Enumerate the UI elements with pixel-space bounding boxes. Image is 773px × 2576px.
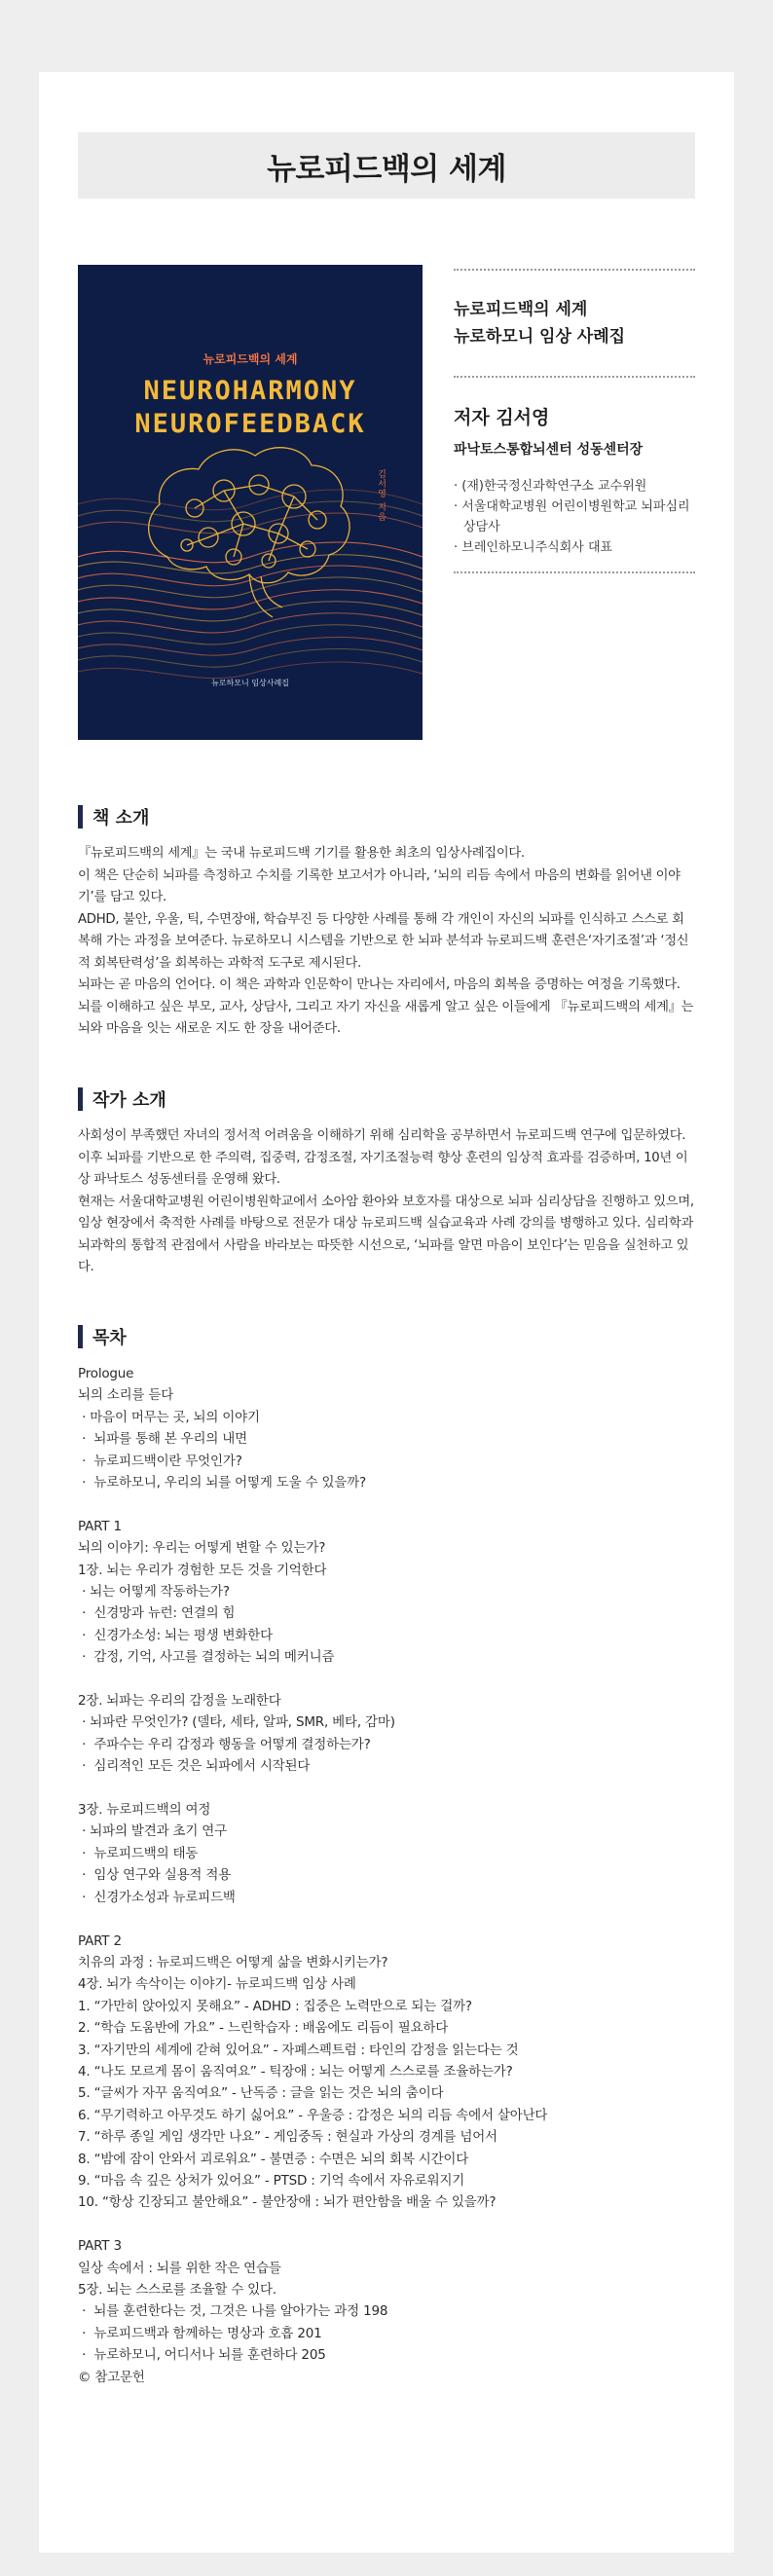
credential-item: · (재)한국정신과학연구소 교수위원 [454,479,647,494]
toc-spacer [78,1669,695,1690]
credential-item: · 서울대학교병원 어린이병원학교 뇌파심리상담사 [454,499,690,534]
toc-line: PART 2 [78,1932,122,1949]
paragraph-line: 현재는 서울대학교병원 어린이병원학교에서 소아암 환아와 보호자를 대상으로 뇌파 심리상담을 진행하고 있으며, 임상 현장에서 축적한 사례를 바탕으로 전문가 대상 뉴로피드백 실습교육과 사례 강의를 병행하고 있다. 심리학과 뇌과학의 통합적 관점에서 사람을 바라보는 따뜻한 시선으로, ‘뇌파를 알면 마음이 보인다’는 믿음을 실천하고 있다. [78,1194,694,1274]
toc-line: · 감정, 기억, 사고를 결정하는 뇌의 메커니즘 [78,1649,335,1666]
cover-title-line2: NEUROFEEDBACK [134,409,366,439]
toc-spacer [78,1493,695,1515]
toc-line: · 뇌파란 무엇인가? (델타, 세타, 알파, SMR, 베타, 감마) [78,1714,395,1731]
credential-item: · 브레인하모니주식회사 대표 [454,540,613,555]
toc-line: · 뉴로하모니, 우리의 뇌를 어떻게 도울 수 있을까? [78,1475,366,1491]
toc-line: 7. “하루 종일 게임 생각만 나요” - 게임중독 : 현실과 가상의 경계를 넘어서 [78,2129,497,2146]
toc-line: 3장. 뉴로피드백의 여정 [78,1802,211,1819]
book-info [454,265,695,573]
toc-line: · 신경가소성: 뇌는 평생 변화한다 [78,1627,273,1643]
author-credentials [454,476,695,558]
paragraph-line: 『뉴로피드백의 세계』는 국내 뉴로피드백 기기를 활용한 최초의 임상사례집이다. [78,846,525,861]
toc-spacer [78,2214,695,2235]
paragraph-line: 사회성이 부족했던 자녀의 정서적 어려움을 이해하기 위해 심리학을 공부하면서 뉴로피드백 연구에 입문하였다. 이후 뇌파를 기반으로 한 주의력, 집중력, 감정조절, 자기조절능력 향상 훈련의 임상적 효과를 검증하며, 10년 이상 파낙토스 성동센터를 운영해 왔다. [78,1128,688,1187]
toc-line: 9. “마음 속 깊은 상처가 있어요” - PTSD : 기억 속에서 자유로워지기 [78,2172,465,2189]
book-intro-heading: 책 소개 [78,804,149,829]
toc-line: · 심리적인 모든 것은 뇌파에서 시작된다 [78,1758,311,1775]
toc-line: · 마음이 머무는 곳, 뇌의 이야기 [78,1409,260,1425]
toc-line: · 뇌파의 발견과 초기 연구 [78,1823,227,1840]
table-of-contents [78,1363,695,2388]
toc-line: 4. “나도 모르게 몸이 움직여요” - 틱장애 : 뇌는 어떻게 스스로를 조율하는가? [78,2063,513,2079]
cover-title-line1: NEUROHARMONY [143,376,357,406]
page-title: 뉴로피드백의 세계 [267,151,506,187]
info-title-line2: 뉴로하모니 임상 사례집 [454,327,626,347]
paragraph-line: 이 책은 단순히 뇌파를 측정하고 수치를 기록한 보고서가 아니라, ‘뇌의 리듬 속에서 마음의 변화를 읽어낸 이야기’를 담고 있다. [78,867,681,904]
toc-line: · 뇌는 어떻게 작동하는가? [78,1584,230,1601]
toc-line: 5. “글씨가 자꾸 움직여요” - 난독증 : 글을 읽는 것은 뇌의 춤이다 [78,2085,444,2102]
cover-subtitle: 뉴로하모니 임상사례집 [211,679,289,687]
toc-line: 일상 속에서 : 뇌를 위한 작은 연습들 [78,2260,281,2276]
toc-line: 1. “가만히 앉아있지 못해요” - ADHD : 집중은 노력만으로 되는 걸까? [78,1998,472,2014]
toc-spacer [78,1908,695,1930]
toc-line: · 임상 연구와 실용적 적용 [78,1867,232,1884]
toc-line: · 뉴로하모니, 어디서나 뇌를 훈련하다 205 [78,2347,326,2364]
toc-line: © 참고문헌 [78,2369,145,2385]
toc-line: · 뇌를 훈련한다는 것, 그것은 나를 알아가는 과정 198 [78,2303,388,2320]
page-sheet [39,72,734,2553]
dotted-divider [454,376,695,378]
toc-line: 2장. 뇌파는 우리의 감정을 노래한다 [78,1693,281,1710]
toc-line: 뇌의 이야기: 우리는 어떻게 변할 수 있는가? [78,1540,326,1557]
cover-author: 김서영 지음 [376,469,386,522]
toc-heading: 목차 [78,1324,127,1349]
cover-small-title: 뉴로피드백의 세계 [202,352,298,366]
toc-line: 3. “자기만의 세계에 갇혀 있어요” - 자폐스펙트럼 : 타인의 감정을 읽는다는 것 [78,2042,519,2058]
toc-line: 4장. 뇌가 속삭이는 이야기- 뉴로피드백 임상 사례 [78,1976,356,1993]
title-bar [78,132,695,199]
toc-line: · 뉴로피드백과 함께하는 명상과 호흡 201 [78,2325,322,2341]
toc-line: · 신경망과 뉴런: 연결의 힘 [78,1605,236,1622]
info-title-line1: 뉴로피드백의 세계 [454,300,588,319]
toc-line: PART 1 [78,1518,122,1534]
author-intro-text [78,1125,695,1279]
toc-line: · 뉴로피드백이란 무엇인가? [78,1453,242,1469]
toc-line: 1장. 뇌는 우리가 경험한 모든 것을 기억한다 [78,1562,327,1578]
toc-line: 뇌의 소리를 듣다 [78,1387,174,1404]
book-cover [78,265,423,740]
toc-line: · 뉴로피드백의 태동 [78,1845,199,1861]
book-intro-text [78,843,695,1041]
toc-line: · 신경가소성과 뉴로피드백 [78,1889,236,1905]
author-intro-heading: 작가 소개 [78,1086,166,1112]
brain-wave-art [78,265,423,740]
toc-line: 8. “밤에 잠이 안와서 괴로워요” - 불면증 : 수면은 뇌의 회복 시간이다 [78,2151,469,2167]
toc-line: Prologue [78,1366,134,1381]
dotted-divider [454,269,695,271]
toc-spacer [78,1778,695,1799]
toc-line: 5장. 뇌는 스스로를 조율할 수 있다. [78,2281,276,2298]
toc-line: PART 3 [78,2238,122,2255]
toc-line: · 뇌파를 통해 본 우리의 내면 [78,1431,247,1448]
toc-line: 6. “무기력하고 아무것도 하기 싫어요” - 우울증 : 감정은 뇌의 리듬 속에서 살아난다 [78,2107,548,2123]
toc-line: · 주파수는 우리 감정과 행동을 어떻게 결정하는가? [78,1736,371,1752]
toc-line: 2. “학습 도움반에 가요” - 느린학습자 : 배움에도 리듬이 필요하다 [78,2020,449,2037]
paragraph-line: 뇌파는 곧 마음의 언어다. 이 책은 과학과 인문학이 만나는 자리에서, 마음의 회복을 증명하는 여정을 기록했다. 뇌를 이해하고 싶은 부모, 교사, 상담사, 그리고 자기 자신을 새롭게 알고 싶은 이들에게 『뉴로피드백의 세계』는 뇌와 마음을 잇는 새로운 지도 한 장을 내어준다. [78,977,694,1036]
info-org: 파낙토스통합뇌센터 성동센터장 [454,442,644,458]
info-author: 저자 김서영 [454,407,550,428]
paragraph-line: ADHD, 불안, 우울, 틱, 수면장애, 학습부진 등 다양한 사례를 통해 각 개인이 자신의 뇌파를 인식하고 스스로 회복해 가는 과정을 보여준다. 뉴로하모니 시스템을 기반으로 한 뇌파 분석과 뉴로피드백 훈련은‘자기조절’과 ‘정신적 회복탄력성’을 회복하는 과학적 도구로 제시된다. [78,911,689,971]
toc-line: 치유의 과정 : 뉴로피드백은 어떻게 삶을 변화시키는가? [78,1954,388,1970]
dotted-divider [454,571,695,573]
toc-line: 10. “항상 긴장되고 불안해요” - 불안장애 : 뇌가 편안함을 배울 수 있을까? [78,2194,497,2211]
